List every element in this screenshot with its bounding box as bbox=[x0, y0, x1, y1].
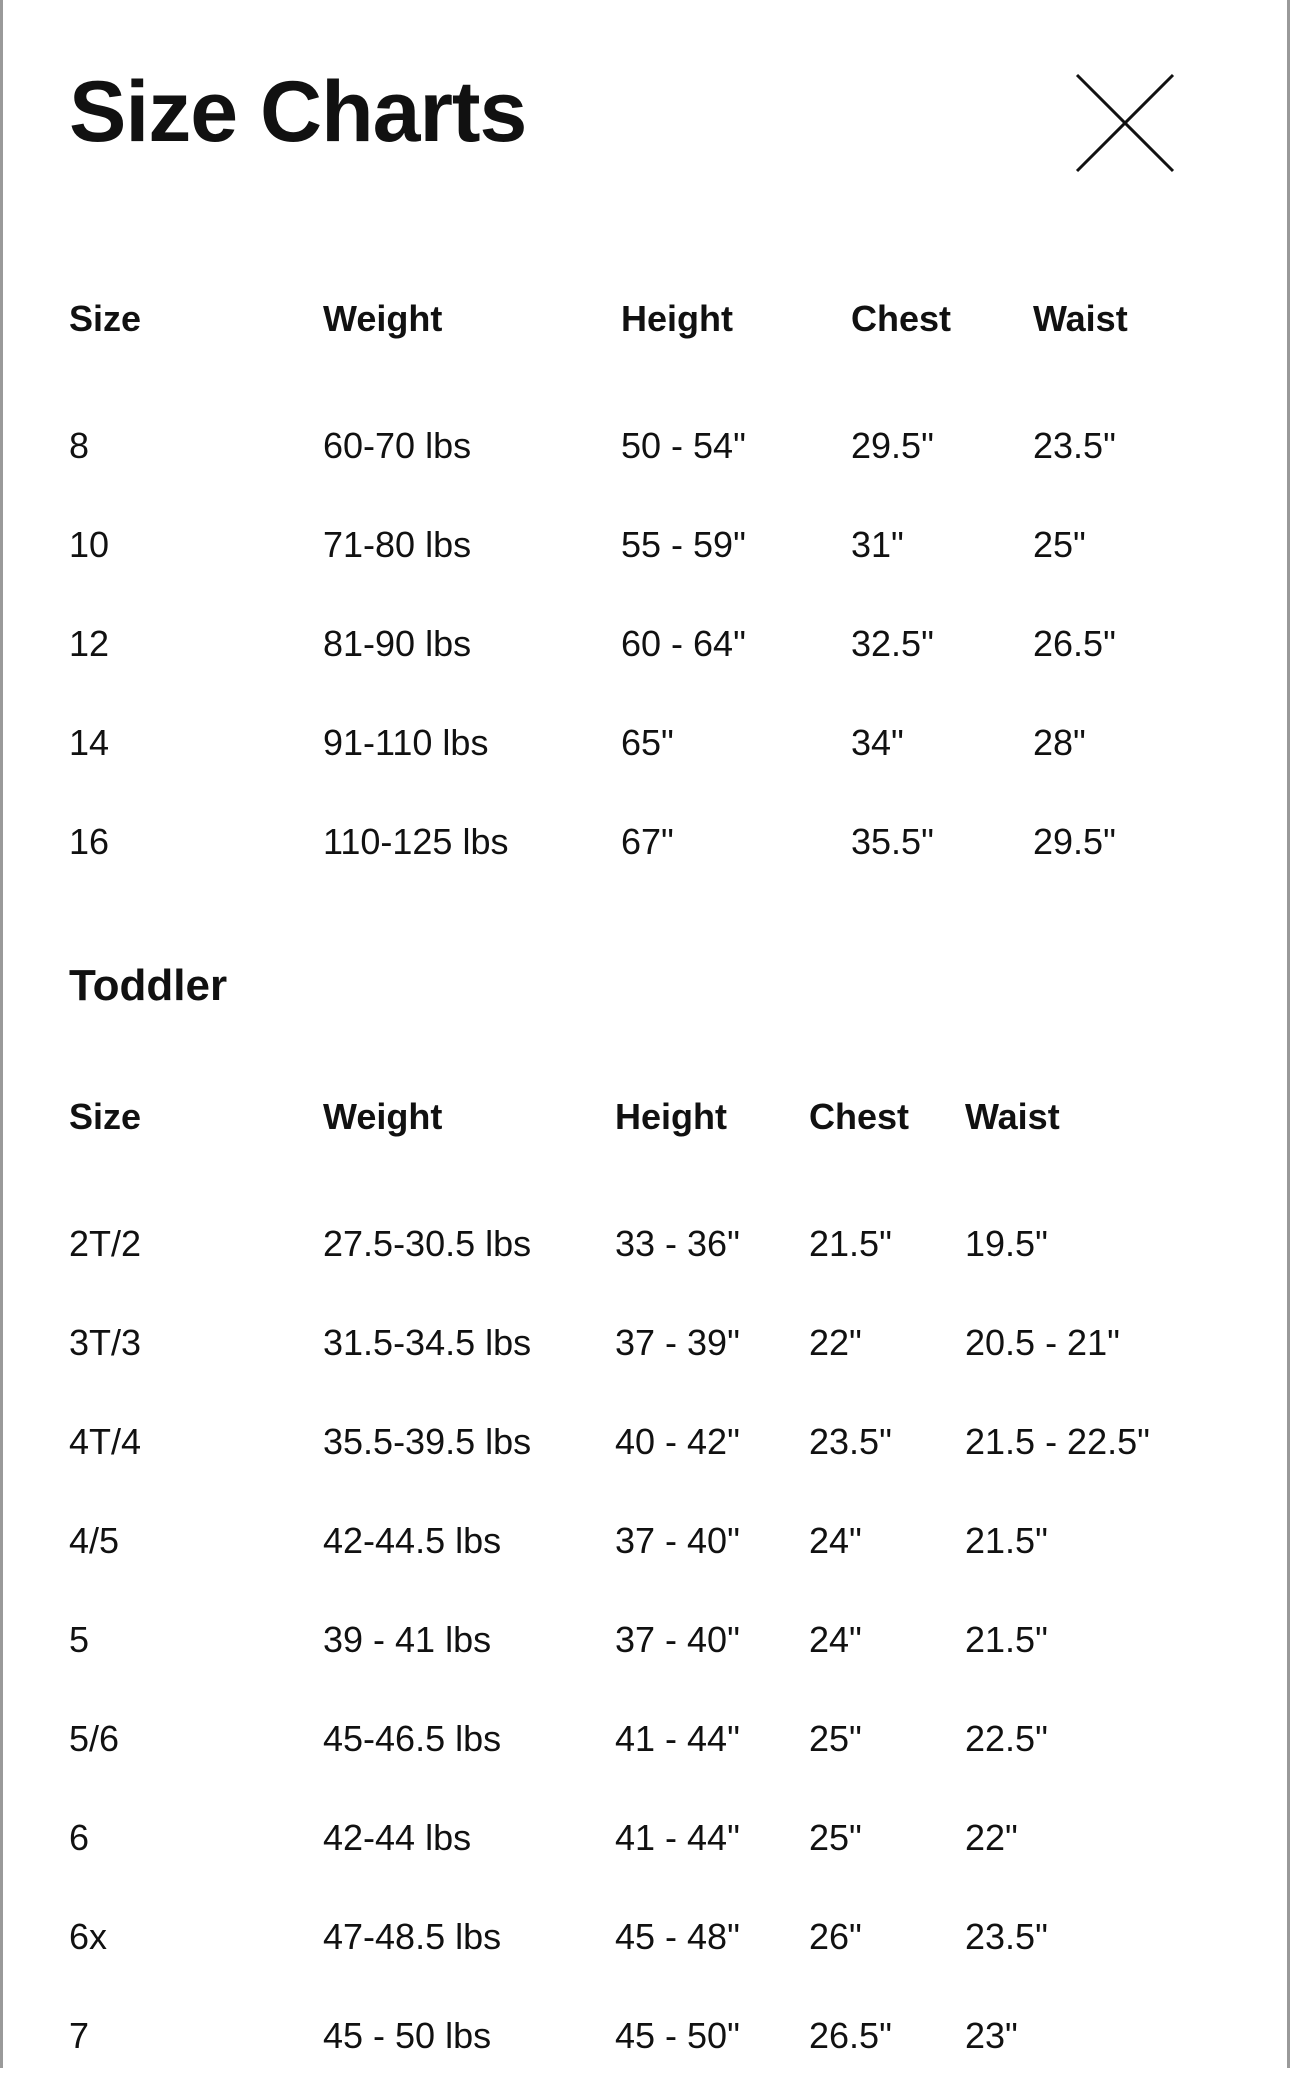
cell-waist: 25" bbox=[1033, 523, 1086, 565]
column-header-waist: Waist bbox=[1033, 298, 1128, 339]
table-header-row bbox=[69, 276, 1209, 370]
column-header-height: Height bbox=[621, 298, 733, 339]
table-row bbox=[69, 1887, 1209, 1986]
cell-chest: 24" bbox=[809, 1519, 862, 1561]
column-header-weight: Weight bbox=[323, 1096, 443, 1137]
cell-weight: 45-46.5 lbs bbox=[323, 1717, 502, 1759]
cell-height: 45 - 48" bbox=[615, 1915, 740, 1957]
cell-waist: 29.5" bbox=[1033, 820, 1116, 862]
cell-weight: 60-70 lbs bbox=[323, 424, 472, 466]
cell-chest: 26.5" bbox=[809, 2014, 892, 2056]
table-row bbox=[69, 1986, 1209, 2085]
cell-size: 4/5 bbox=[69, 1519, 120, 1561]
cell-size: 16 bbox=[69, 820, 110, 862]
cell-weight: 31.5-34.5 lbs bbox=[323, 1321, 532, 1363]
cell-size: 3T/3 bbox=[69, 1321, 142, 1363]
cell-waist: 23" bbox=[965, 2014, 1018, 2056]
cell-weight: 35.5-39.5 lbs bbox=[323, 1420, 532, 1462]
column-header-height: Height bbox=[615, 1096, 727, 1137]
cell-size: 5/6 bbox=[69, 1717, 120, 1759]
cell-waist: 21.5 - 22.5" bbox=[965, 1420, 1150, 1462]
cell-waist: 23.5" bbox=[965, 1915, 1048, 1957]
cell-weight: 110-125 lbs bbox=[323, 820, 509, 862]
cell-weight: 81-90 lbs bbox=[323, 622, 472, 664]
cell-height: 33 - 36" bbox=[615, 1222, 740, 1264]
cell-height: 41 - 44" bbox=[615, 1717, 740, 1759]
cell-waist: 28" bbox=[1033, 721, 1086, 763]
cell-chest: 34" bbox=[851, 721, 904, 763]
cell-weight: 42-44 lbs bbox=[323, 1816, 472, 1858]
cell-height: 55 - 59" bbox=[621, 523, 746, 565]
size-chart-panel bbox=[3, 0, 1287, 2068]
table-row bbox=[69, 693, 1209, 792]
cell-size: 4T/4 bbox=[69, 1420, 142, 1462]
cell-waist: 22" bbox=[965, 1816, 1018, 1858]
table-row bbox=[69, 1788, 1209, 1887]
cell-chest: 29.5" bbox=[851, 424, 934, 466]
cell-chest: 26" bbox=[809, 1915, 862, 1957]
close-button[interactable] bbox=[1075, 73, 1175, 173]
toddler-section-title: Toddler bbox=[69, 961, 228, 1010]
cell-weight: 71-80 lbs bbox=[323, 523, 472, 565]
cell-size: 8 bbox=[69, 424, 90, 466]
cell-height: 50 - 54" bbox=[621, 424, 746, 466]
cell-height: 41 - 44" bbox=[615, 1816, 740, 1858]
cell-size: 6 bbox=[69, 1816, 90, 1858]
cell-height: 37 - 40" bbox=[615, 1618, 740, 1660]
table-row bbox=[69, 1590, 1209, 1689]
youth-size-table bbox=[69, 276, 1209, 891]
cell-chest: 35.5" bbox=[851, 820, 934, 862]
cell-height: 40 - 42" bbox=[615, 1420, 740, 1462]
cell-chest: 32.5" bbox=[851, 622, 934, 664]
table-row bbox=[69, 1491, 1209, 1590]
table-row bbox=[69, 792, 1209, 891]
cell-height: 65" bbox=[621, 721, 674, 763]
cell-weight: 47-48.5 lbs bbox=[323, 1915, 502, 1957]
cell-waist: 26.5" bbox=[1033, 622, 1116, 664]
column-header-weight: Weight bbox=[323, 298, 443, 339]
cell-chest: 25" bbox=[809, 1816, 862, 1858]
cell-size: 12 bbox=[69, 622, 110, 664]
column-header-chest: Chest bbox=[809, 1096, 910, 1137]
table-row bbox=[69, 495, 1209, 594]
table-row bbox=[69, 594, 1209, 693]
cell-weight: 39 - 41 lbs bbox=[323, 1618, 492, 1660]
table-row bbox=[69, 1194, 1209, 1293]
spacer-cell bbox=[69, 1168, 1209, 1194]
column-header-waist: Waist bbox=[965, 1096, 1060, 1137]
cell-chest: 31" bbox=[851, 523, 904, 565]
cell-waist: 19.5" bbox=[965, 1222, 1048, 1264]
table-header-row bbox=[69, 1074, 1209, 1168]
cell-size: 5 bbox=[69, 1618, 90, 1660]
cell-height: 60 - 64" bbox=[621, 622, 746, 664]
close-icon bbox=[1075, 73, 1175, 173]
cell-chest: 22" bbox=[809, 1321, 862, 1363]
cell-size: 2T/2 bbox=[69, 1222, 142, 1264]
table-row bbox=[69, 1689, 1209, 1788]
cell-height: 37 - 40" bbox=[615, 1519, 740, 1561]
cell-weight: 27.5-30.5 lbs bbox=[323, 1222, 532, 1264]
toddler-size-table bbox=[69, 1074, 1209, 2085]
cell-size: 10 bbox=[69, 523, 110, 565]
cell-chest: 23.5" bbox=[809, 1420, 892, 1462]
table-row bbox=[69, 396, 1209, 495]
cell-waist: 20.5 - 21" bbox=[965, 1321, 1120, 1363]
cell-waist: 22.5" bbox=[965, 1717, 1048, 1759]
cell-chest: 24" bbox=[809, 1618, 862, 1660]
cell-size: 7 bbox=[69, 2014, 90, 2056]
cell-weight: 42-44.5 lbs bbox=[323, 1519, 502, 1561]
column-header-chest: Chest bbox=[851, 298, 952, 339]
column-header-size: Size bbox=[69, 298, 142, 339]
table-row bbox=[69, 1293, 1209, 1392]
cell-waist: 21.5" bbox=[965, 1618, 1048, 1660]
cell-height: 67" bbox=[621, 820, 674, 862]
page-title: Size Charts bbox=[69, 64, 527, 160]
cell-chest: 21.5" bbox=[809, 1222, 892, 1264]
cell-size: 14 bbox=[69, 721, 110, 763]
cell-weight: 45 - 50 lbs bbox=[323, 2014, 492, 2056]
cell-weight: 91-110 lbs bbox=[323, 721, 489, 763]
cell-size: 6x bbox=[69, 1915, 108, 1957]
table-spacer bbox=[69, 370, 1209, 396]
cell-height: 45 - 50" bbox=[615, 2014, 740, 2056]
cell-chest: 25" bbox=[809, 1717, 862, 1759]
cell-height: 37 - 39" bbox=[615, 1321, 740, 1363]
table-row bbox=[69, 1392, 1209, 1491]
cell-waist: 21.5" bbox=[965, 1519, 1048, 1561]
cell-waist: 23.5" bbox=[1033, 424, 1116, 466]
spacer-cell bbox=[69, 370, 1209, 396]
table-spacer bbox=[69, 1168, 1209, 1194]
column-header-size: Size bbox=[69, 1096, 142, 1137]
